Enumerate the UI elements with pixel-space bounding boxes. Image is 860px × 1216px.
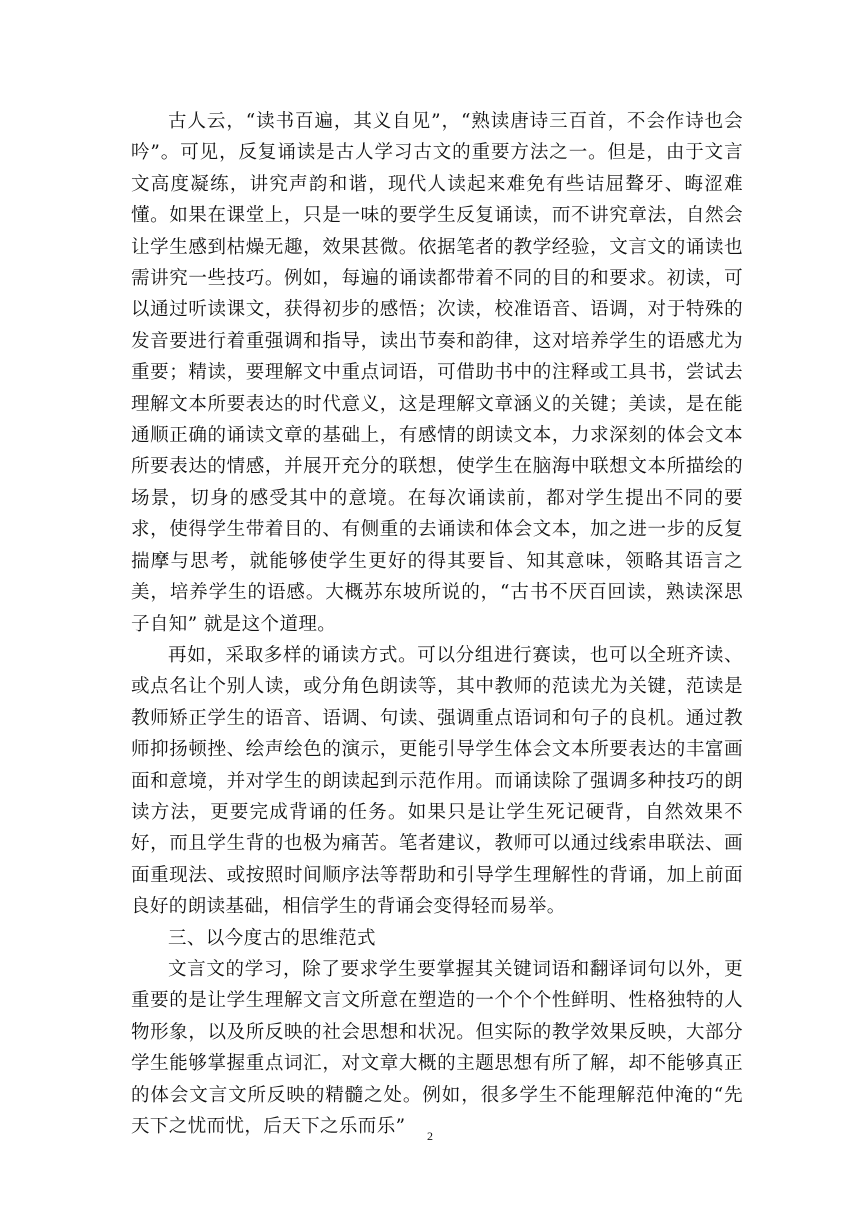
page-body [131,106,743,1142]
page-number: 2 [427,1129,433,1143]
body-paragraph-3: 文言文的学习，除了要求学生要掌握其关键词语和翻译词句以外，更重要的是让学生理解文言文所意在塑造的一个个个性鲜明、性格独特的人物形象，以及所反映的社会思想和状况。但实际的教学效果反映，大部分学生能够掌握重点词汇，对文章大概的主题思想有所了解，却不能够真正的体会文言文所反映的精髓之处。例如，很多学生不能理解范仲淹的“先天下之忧而忧，后天下之乐而乐” [131,958,743,1137]
body-paragraph-1: 古人云，“读书百遍，其义自见”，“熟读唐诗三百首，不会作诗也会吟”。可见，反复诵读是古人学习古文的重要方法之一。但是，由于文言文高度凝练，讲究声韵和谐，现代人读起来难免有些诘屈聱牙、晦涩难懂。如果在课堂上，只是一味的要学生反复诵读，而不讲究章法，自然会让学生感到枯燥无趣，效果甚微。依据笔者的教学经验，文言文的诵读也需讲究一些技巧。例如，每遍的诵读都带着不同的目的和要求。初读，可以通过听读课文，获得初步的感悟；次读，校准语音、语调，对于特殊的发音要进行着重强调和指导，读出节奏和韵律，这对培养学生的语感尤为重要；精读，要理解文中重点词语，可借助书中的注释或工具书，尝试去理解文本所要表达的时代意义，这是理解文章涵义的关键；美读，是在能通顺正确的诵读文章的基础上，有感情的朗读文本，力求深刻的体会文本所要表达的情感，并展开充分的联想，使学生在脑海中联想文本所描绘的场景，切身的感受其中的意境。在每次诵读前，都对学生提出不同的要求，使得学生带着目的、有侧重的去诵读和体会文本，加之进一步的反复揣摩与思考，就能够使学生更好的得其要旨、知其意味，领略其语言之美，培养学生的语感。大概苏东坡所说的，“古书不厌百回读，熟读深思子自知” 就是这个道理。 [131,111,743,635]
body-paragraph-2: 再如，采取多样的诵读方式。可以分组进行赛读，也可以全班齐读、或点名让个别人读，或分角色朗读等，其中教师的范读尤为关键，范读是教师矫正学生的语音、语调、句读、强调重点语词和句子的良机。通过教师抑扬顿挫、绘声绘色的演示，更能引导学生体会文本所要表达的丰富画面和意境，并对学生的朗读起到示范作用。而诵读除了强调多种技巧的朗读方法，更要完成背诵的任务。如果只是让学生死记硬背，自然效果不好，而且学生背的也极为痛苦。笔者建议，教师可以通过线索串联法、画面重现法、或按照时间顺序法等帮助和引导学生理解性的背诵，加上前面良好的朗读基础，相信学生的背诵会变得轻而易举。 [131,644,743,918]
section-heading: 三、以今度古的思维范式 [168,927,376,949]
